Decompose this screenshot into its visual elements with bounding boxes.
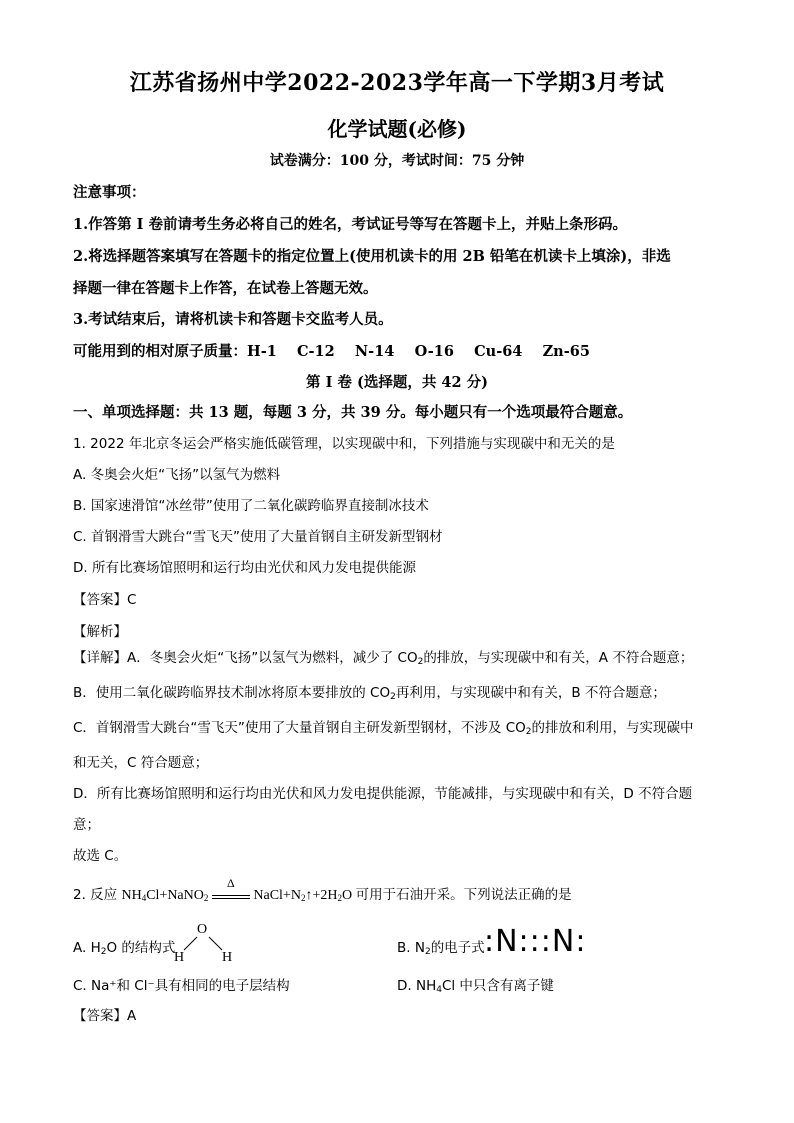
n2-electron-formula: :N:::N: xyxy=(484,924,587,959)
q1-option-b: B. 国家速滑馆“冰丝带”使用了二氧化碳跨临界直接制冰技术 xyxy=(73,498,429,514)
q1-detail xyxy=(73,643,723,872)
detail-line-d: D．所有比赛场馆照明和运行均由光伏和风力发电提供能源，节能减排，与实现碳中和有关，D 不符合题 xyxy=(73,786,693,802)
detail-line-a: 【详解】A．冬奥会火炬“飞扬”以氢气为燃料，减少了 $CO_2$的排放，与实现碳中和有关，A 不符合题意； xyxy=(73,650,694,667)
oxygen-atom: O xyxy=(197,922,208,937)
q1-analysis: 【解析】 xyxy=(73,624,127,640)
q2-option-a: A. $H_2O$ 的结构式 xyxy=(73,940,176,957)
q1-option-a: A. 冬奥会火炬“飞扬”以氢气为燃料 xyxy=(73,467,281,483)
exam-title: 江苏省扬州中学2022-2023学年高一下学期3月考试 xyxy=(129,70,665,96)
detail-line-c2: 和无关，C 符合题意； xyxy=(73,755,209,771)
note-item: 3.考试结束后，请将机读卡和答题卡交监考人员。 xyxy=(73,311,393,328)
atomic-masses: 可能用到的相对原子质量：H-1 C-12 N-14 O-16 Cu-64 Zn-65 xyxy=(73,343,590,360)
hydrogen-atom: H xyxy=(174,950,185,965)
exam-info: 试卷满分：100 分，考试时间：75 分钟 xyxy=(269,153,525,169)
note-item: 择题一律在答题卡上作答，在试卷上答题无效。 xyxy=(73,280,378,297)
reaction-equation: $NH_4Cl+NaNO_2$ Δ $NaCl+N_2↑+2H_2O$ xyxy=(121,875,353,903)
exam-subtitle: 化学试题(必修) xyxy=(327,117,467,141)
q1-option-c: C. 首钢滑雪大跳台“雪飞天”使用了大量首钢自主研发新型钢材 xyxy=(73,529,443,545)
note-item: 2.将选择题答案填写在答题卡的指定位置上(使用机读卡的用 2B 铅笔在机读卡上填涂)，非选 xyxy=(73,248,671,265)
q2-stem: 2. 反应 $NH_4Cl+NaNO_2$ Δ $NaCl+N_2↑+2H_2O$ 可用于石油开采。下列说法正确的是 xyxy=(73,875,572,903)
q2-option-c: C. Na⁺和 Cl⁻具有相同的电子层结构 xyxy=(73,978,290,994)
q1-stem: 1. 2022 年北京冬运会严格实施低碳管理，以实现碳中和，下列措施与实现碳中和无关的是 xyxy=(73,436,615,452)
part-heading: 第 I 卷 (选择题，共 42 分) xyxy=(306,374,488,391)
hydrogen-atom: H xyxy=(222,950,233,965)
detail-line-d2: 意； xyxy=(73,817,100,833)
detail-line-c: C．首钢滑雪大跳台“雪飞天”使用了大量首钢自主研发新型钢材，不涉及 $CO_2$的排放和利用，与实现碳中 xyxy=(73,720,694,737)
q2-option-b: B. $N_2$的电子式 xyxy=(397,940,485,957)
q2-answer: 【答案】A xyxy=(73,1008,137,1024)
q1-answer: 【答案】C xyxy=(73,592,137,608)
notes-heading: 注意事项： xyxy=(73,184,146,201)
detail-conclusion: 故选 C。 xyxy=(73,848,128,864)
q1-option-d: D. 所有比赛场馆照明和运行均由光伏和风力发电提供能源 xyxy=(73,560,416,576)
note-item: 1.作答第 I 卷前请考生务必将自己的姓名，考试证号等写在答题卡上，并贴上条形码。 xyxy=(73,216,628,233)
q2-option-d: D. $NH_4Cl$ 中只含有离子键 xyxy=(397,978,554,995)
water-structure xyxy=(170,920,240,970)
section-heading: 一、单项选择题：共 13 题，每题 3 分，共 39 分。每小题只有一个选项最符合题意。 xyxy=(73,404,633,421)
heat-arrow: Δ xyxy=(212,893,250,899)
detail-line-b: B．使用二氧化碳跨临界技术制冰将原本要排放的 $CO_2$再利用，与实现碳中和有关，B 不符合题意； xyxy=(73,685,666,702)
detail-label: 【详解】 xyxy=(73,650,127,666)
